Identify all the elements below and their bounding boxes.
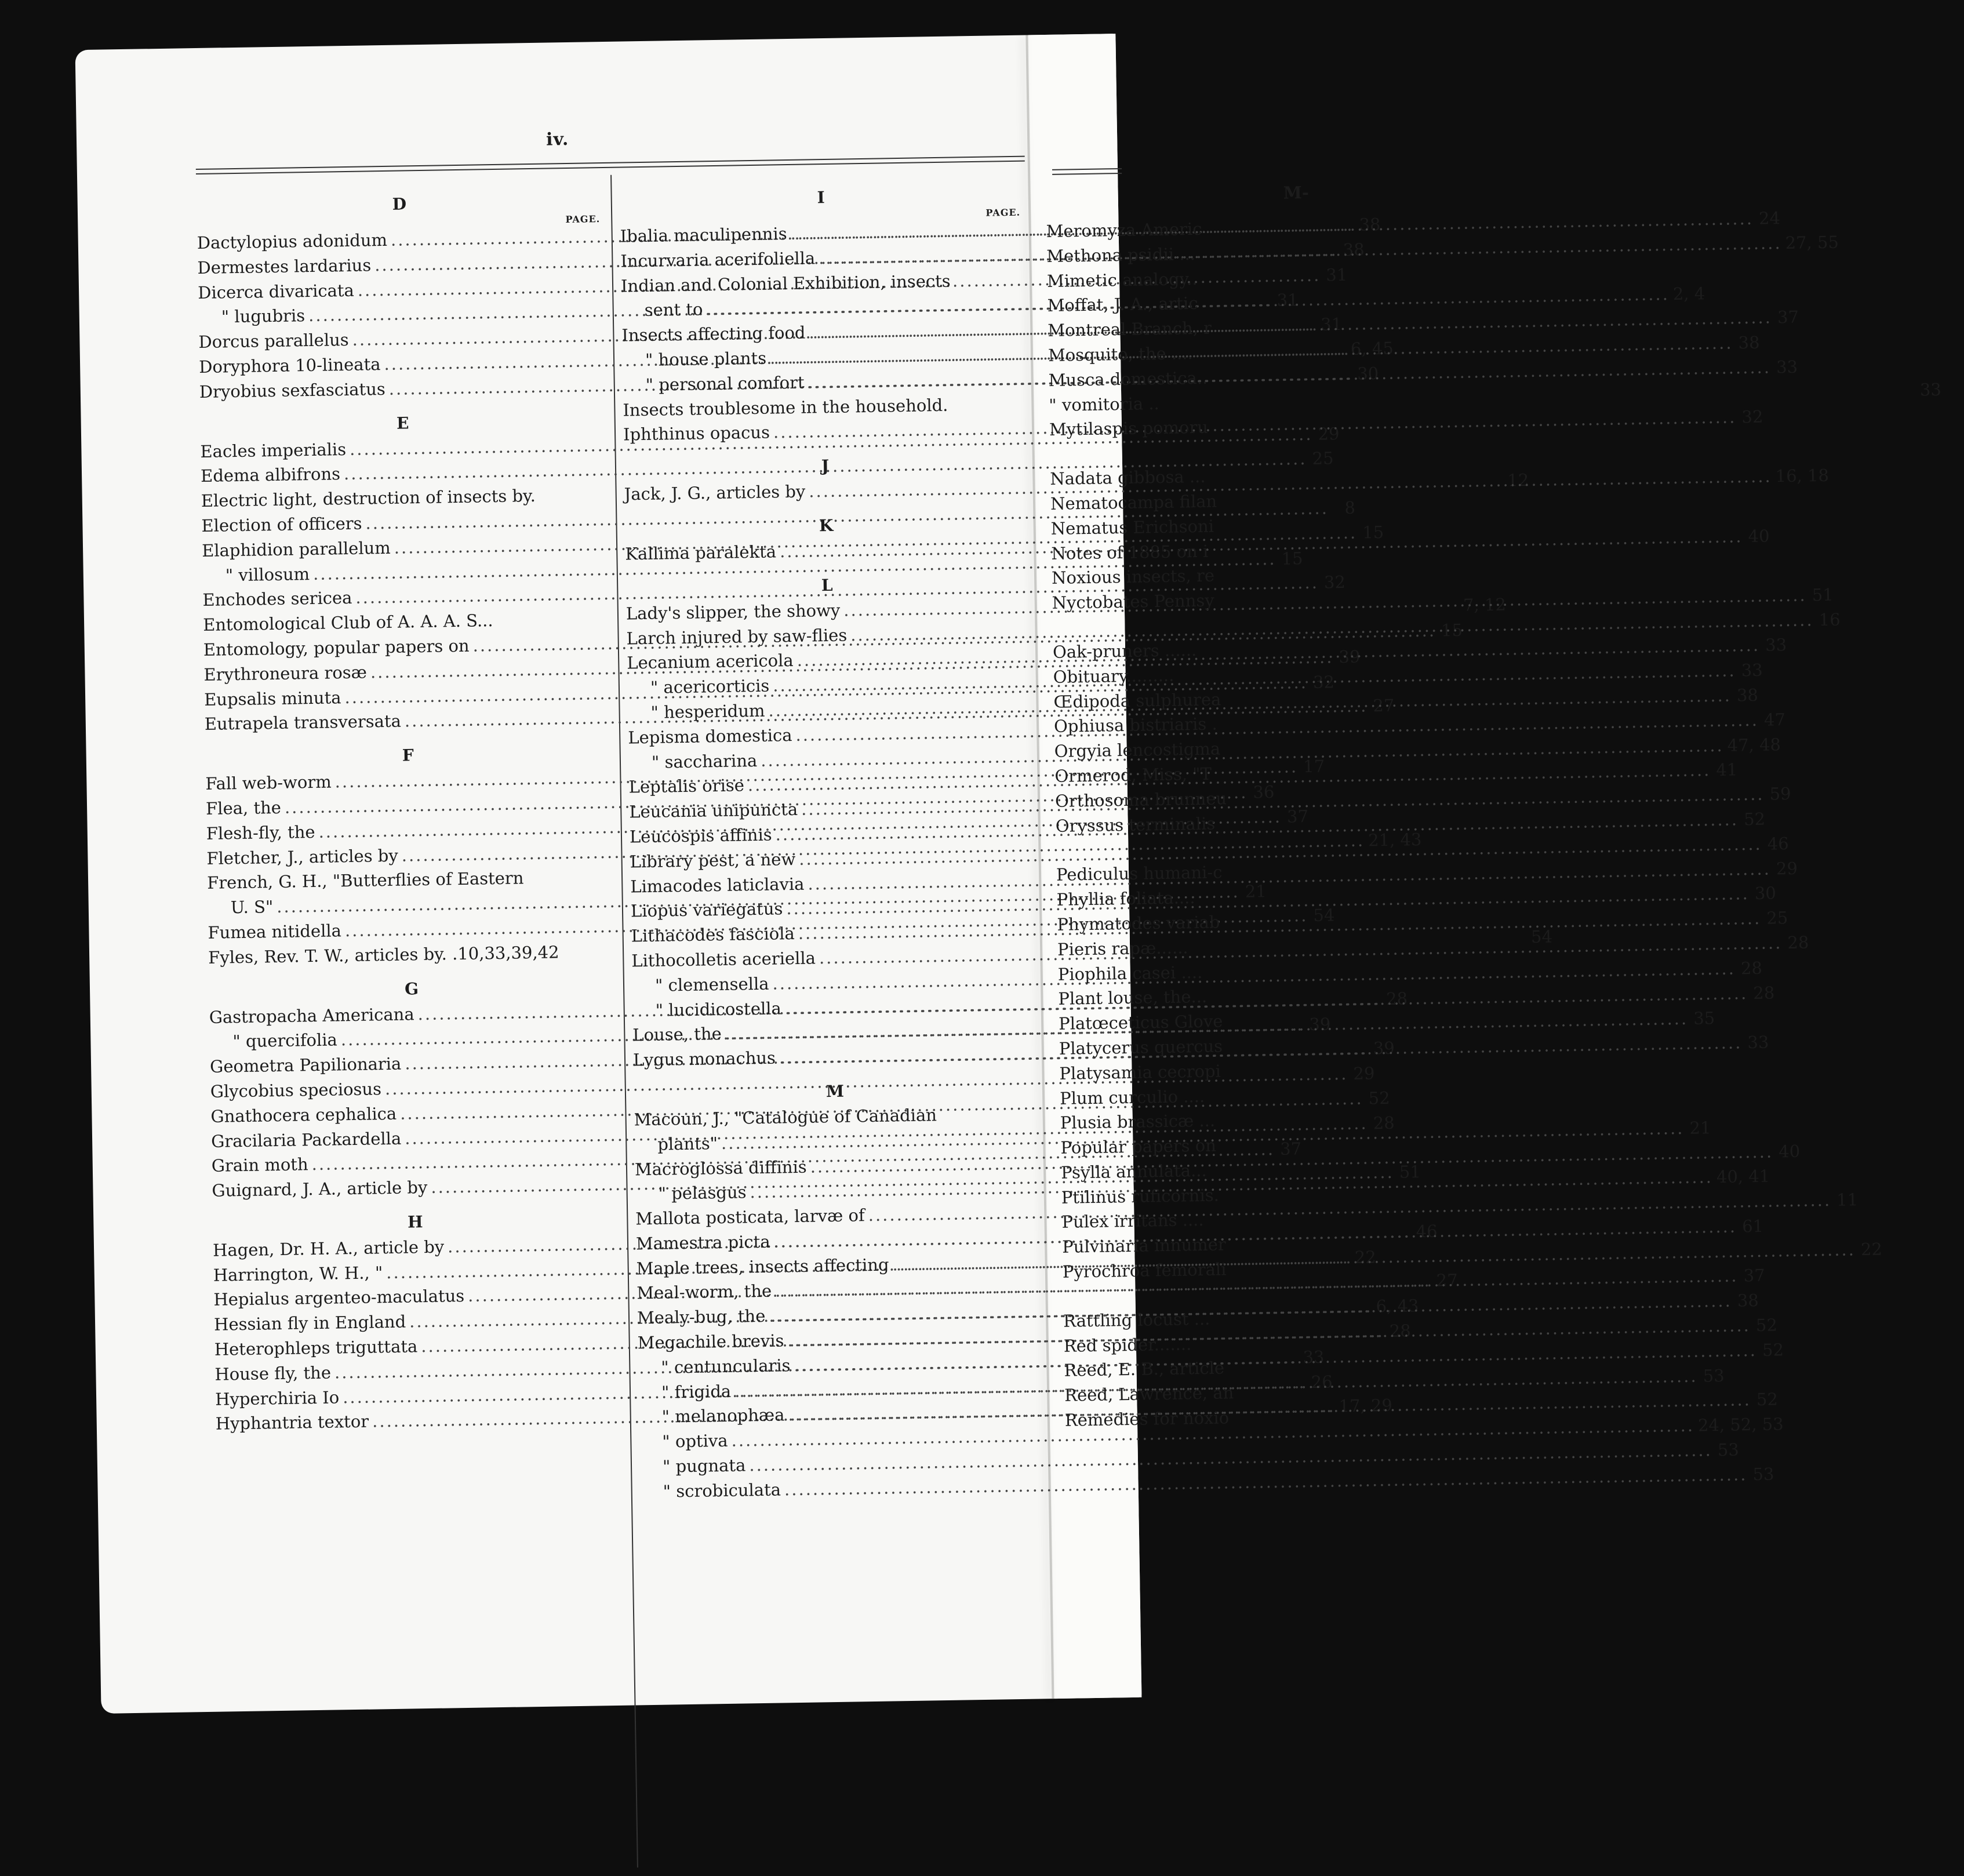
entry-page: 7, 12 (1463, 594, 1507, 615)
entry-page: 39 (1373, 1038, 1395, 1059)
entry-text: Iphthinus opacus (623, 422, 770, 445)
entry-page: 28 (1753, 982, 1775, 1003)
entry-page: 25 (1766, 908, 1788, 928)
entry-text: Lithocolletis aceriella (631, 948, 816, 971)
entry-page: 21 (1689, 1117, 1711, 1138)
entry-text: Maple trees, insects affecting (636, 1255, 889, 1279)
entry-text: " pugnata (662, 1455, 746, 1477)
entry-text: Fyles, Rev. T. W., articles by. .10,33,39,42 (208, 942, 559, 968)
entry-text: Guignard, J. A., article by (212, 1177, 428, 1201)
entry-text: " acericorticis (650, 675, 770, 697)
entry-text: Hessian fly in England (213, 1311, 406, 1335)
facing-index-entry: Montreal Branch, r (1048, 318, 1212, 341)
entry-text: Hyperchiria Io (214, 1387, 340, 1409)
group-gap (1056, 837, 1129, 863)
entry-page: 40 (1778, 1141, 1801, 1161)
facing-index-entry: Reed, E. B., article (1064, 1358, 1225, 1381)
entry-text: Leptalis orise (628, 775, 745, 797)
facing-index-entry: Piophila casei .... (1057, 962, 1203, 984)
entry-page: 26 (1311, 1372, 1333, 1392)
entry-text: " optiva (662, 1431, 728, 1452)
entry-text: Limacodes laticlavia (630, 874, 805, 896)
entry-text: " lugubris (221, 306, 305, 327)
entry-text: Harrington, W. H., " (213, 1262, 383, 1285)
entry-text: Gracilaria Packardella (210, 1128, 402, 1151)
entry-text: Incurvaria acerifoliella (620, 248, 816, 271)
entry-page: 24 (1758, 208, 1781, 228)
facing-index-entry: Popular papers on (1060, 1135, 1217, 1158)
entry-text: " saccharina (651, 750, 758, 772)
facing-index-entry: Notes of 1885 on i (1051, 541, 1209, 563)
entry-page: 21 (1245, 881, 1267, 901)
facing-index-entry: Musca domestica.. (1048, 368, 1208, 390)
entry-page: 46 (1416, 1221, 1438, 1242)
entry-page: 12 (1507, 470, 1529, 490)
section-letter: M- (1283, 182, 1310, 203)
entry-page: 52 (1762, 1340, 1784, 1360)
entry-page: 30 (1357, 363, 1379, 384)
facing-index-entry: Methona psidii ... (1046, 243, 1196, 266)
entry-text: Flea, the (205, 797, 282, 819)
entry-text: Erythroneura rosæ (203, 662, 368, 685)
entry-page: 40, 41 (1716, 1166, 1770, 1187)
entry-text: " melanophæa (661, 1405, 785, 1427)
entry-text: House fly, the (214, 1362, 332, 1384)
entry-page: 39 (1339, 646, 1361, 667)
entry-text: Fletcher, J., articles by (206, 845, 398, 868)
entry-text: Library pest, a new (630, 849, 796, 872)
entry-text: Eutrapela transversata (204, 711, 402, 735)
facing-index-entry: Nematocampa filan (1050, 491, 1217, 514)
entry-page: 29 (1318, 423, 1340, 444)
entry-text: " scrobiculata (663, 1479, 781, 1501)
entry-text: Fall web-worm (205, 772, 332, 794)
entry-page: 36 (1253, 781, 1275, 802)
entry-page: 54 (1313, 905, 1335, 925)
entry-text: Dermestes lardarius (197, 255, 372, 278)
entry-page: 38 (1738, 332, 1760, 353)
entry-page: 53 (1703, 1365, 1725, 1386)
group-gap (1052, 615, 1125, 640)
entry-text: Elaphidion parallelum (201, 537, 391, 561)
entry-page: 28 (1373, 1112, 1395, 1133)
entry-page: 33 (1919, 379, 1942, 399)
entry-page: 31 (1276, 290, 1299, 311)
entry-page: 30 (1754, 883, 1777, 904)
entry-page: 47 (1763, 709, 1786, 730)
entry-page: 46 (1767, 833, 1789, 854)
facing-index-entry: Plum curculio .... (1059, 1086, 1205, 1108)
entry-page: 29 (1776, 858, 1798, 878)
entry-page: 21, 43 (1367, 829, 1422, 850)
facing-index-entry: Orgyia lencostigma (1054, 739, 1221, 762)
entry-text-continued: sent to (644, 299, 703, 321)
entry-page: 52 (1743, 809, 1766, 830)
entry-page: 24, 52, 53 (1697, 1414, 1784, 1435)
entry-page: 35 (1693, 1008, 1715, 1028)
entry-text: Macoun, J., "Catalogue of Canadian (634, 1105, 937, 1130)
entry-page: 28 (1389, 1321, 1412, 1341)
entry-text: Gnathocera cephalica (210, 1103, 397, 1126)
entry-page: 37 (1286, 806, 1309, 827)
entry-page: 52 (1755, 1315, 1778, 1336)
facing-index-entry: Pulvinaria innumer (1061, 1234, 1227, 1257)
facing-index-entry: Ormerod, Miss, "T (1054, 764, 1212, 786)
entry-text: Mamestra picta (635, 1231, 770, 1254)
entry-text: Enchodes sericea (202, 588, 352, 610)
entry-text: " frigida (661, 1381, 732, 1402)
facing-index-entry: Oryssus terminalis (1055, 813, 1216, 836)
entry-page: 59 (1769, 784, 1791, 804)
entry-page: 32 (1323, 572, 1346, 592)
facing-index-entry: Phymatodes variab (1057, 912, 1220, 935)
entry-page: 33 (1741, 660, 1763, 681)
entry-page: 22 (1354, 1246, 1377, 1267)
entry-text: Macroglossa diffinis (634, 1157, 807, 1179)
facing-index-entry: Rattling locust ... (1063, 1308, 1210, 1331)
entry-page: 61 (1741, 1216, 1764, 1237)
facing-index-entry: Plant louse, the... (1058, 987, 1208, 1009)
entry-text: Megachile brevis (637, 1330, 784, 1353)
facing-index-entry: Pyrochroa femorali (1062, 1259, 1227, 1282)
entry-page: 31 (1326, 264, 1348, 285)
entry-text: Eupsalis minuta (203, 687, 341, 710)
entry-text: " villosum (225, 563, 310, 585)
entry-page: 38 (1737, 1290, 1759, 1311)
entry-text: Eacles imperialis (200, 439, 347, 461)
entry-text: Liopus variegatus (630, 899, 783, 921)
entry-page: 15 (1281, 548, 1303, 569)
section-letter: M (825, 1081, 845, 1101)
entry-text: Lygus monachus (632, 1048, 776, 1070)
facing-index-entry: Platysamia cecropi (1059, 1061, 1221, 1084)
entry-page: 37 (1279, 1139, 1302, 1159)
entry-page: 6, 45 (1350, 338, 1394, 359)
entry-page: 27, 55 (1785, 232, 1839, 253)
facing-index-entry: Ophiusa bistriaris . (1053, 714, 1217, 737)
entry-text: Heterophleps triguttata (214, 1336, 418, 1359)
entry-text: Hyphantria textor (215, 1412, 369, 1434)
entry-page: 16 (1818, 609, 1841, 630)
facing-index-entry: Obituary......... (1053, 665, 1174, 687)
entry-text: Lecanium acericola (627, 650, 794, 673)
entry-page: 8 (1344, 497, 1356, 518)
entry-page: 28 (1740, 958, 1763, 979)
facing-index-entry: Reed, Lawrence, an (1064, 1383, 1234, 1406)
entry-text: Electric light, destruction of insects by. (201, 486, 536, 511)
section-letter: G (404, 979, 419, 999)
entry-page: 28 (1787, 932, 1809, 952)
facing-index-entry: Mosquito, the .... (1048, 343, 1193, 365)
entry-text: Meal-worm, the (637, 1281, 772, 1303)
entry-page: 6, 43 (1376, 1296, 1419, 1317)
entry-text: French, G. H., "Butterflies of Eastern (206, 868, 524, 893)
entry-page: 51 (1399, 1162, 1421, 1182)
facing-index-entry: Orthosoma brunneu (1054, 788, 1227, 811)
entry-text: Fumea nitidella (208, 921, 342, 943)
entry-text: Lepisma domestica (628, 725, 792, 748)
facing-index-entry: Noxious insects, re (1051, 565, 1215, 588)
facing-index-entry: " vomitoria .. (1049, 393, 1160, 415)
entry-text: Lithacodes fasciola (631, 924, 795, 946)
entry-page: 28 (1385, 988, 1408, 1009)
entry-page: 41 (1716, 759, 1738, 780)
facing-index-entry: Plusia brassicæ ... (1060, 1110, 1216, 1133)
entry-page: 37 (1777, 307, 1799, 328)
header-double-rule (196, 156, 1025, 174)
entry-page: 54 (1530, 926, 1553, 947)
facing-index-entry: Pulex irritans .... (1061, 1210, 1204, 1233)
entry-text: " centuncularis (661, 1355, 791, 1377)
entry-text: " house plants (645, 348, 767, 370)
entry-text: Leucospis affinis (629, 824, 772, 847)
entry-page: 38 (1359, 214, 1381, 235)
entry-text: Insects troublesome in the household. (623, 395, 948, 420)
entry-page: 32 (1741, 406, 1763, 427)
entry-page: 17 (1303, 756, 1325, 777)
entry-page: 29 (1353, 1063, 1375, 1084)
entry-page: 52 (1756, 1389, 1778, 1410)
facing-index-entry: Nyctobates Pennsy (1052, 590, 1214, 613)
entry-page: 11 (1836, 1190, 1858, 1210)
section-letter: K (819, 515, 834, 536)
facing-index-entry: Mimetic analogy.. (1046, 268, 1198, 291)
page-column-header: PAGE. (985, 206, 1021, 219)
entry-page: 40 (1748, 526, 1770, 547)
entry-text: " quercifolia (232, 1030, 338, 1052)
entry-text: Flesh-fly, the (206, 821, 315, 844)
section-letter: I (817, 187, 825, 208)
entry-page: 53 (1752, 1464, 1774, 1484)
entry-page: 33 (1776, 357, 1798, 377)
page-number: iv. (545, 129, 569, 150)
entry-page: 51 (1812, 584, 1834, 605)
entry-page: 38 (1343, 239, 1365, 260)
section-letter: J (821, 456, 830, 476)
entry-text: Geometra Papilionaria (209, 1053, 402, 1077)
entry-text: Hepialus argenteo-maculatus (213, 1286, 465, 1310)
facing-index-entry: Red spider....... (1063, 1333, 1192, 1356)
entry-text: Lady's slipper, the showy (625, 600, 841, 624)
facing-index-entry: Oak-pruners ...... (1052, 639, 1197, 662)
entry-page: 15 (1362, 522, 1384, 543)
entry-text: Doryphora 10-lineata (198, 354, 381, 377)
facing-index-entry: Platycerus quercus (1059, 1036, 1223, 1059)
facing-index-entry: Pediculus humani-c (1056, 862, 1223, 885)
entry-text: Larch injured by saw-flies (626, 625, 848, 649)
section-letter: E (396, 413, 409, 433)
entry-text: " lucidicostella (655, 998, 782, 1020)
entry-page: 31 (1320, 314, 1343, 335)
section-letter: H (407, 1212, 423, 1232)
entry-text: Dicerca divaricata (197, 280, 355, 303)
entry-text: Election of officers (201, 513, 362, 536)
entry-page: 2, 4 (1672, 283, 1705, 304)
entry-page: 32 (1312, 671, 1335, 692)
entry-page: 27 (1373, 696, 1395, 716)
entry-text: Entomology, popular papers on (203, 635, 470, 660)
entry-text: Dorcus parallelus (198, 330, 349, 352)
entry-text: Dactylopius adonidum (197, 230, 388, 253)
entry-text: " clemensella (654, 973, 769, 995)
facing-index-entry: Phyllia foliata.... (1056, 888, 1195, 910)
entry-text: Mealy-bug, the (637, 1306, 766, 1328)
entry-text: Gastropacha Americana (209, 1004, 414, 1027)
entry-page: 39 (1309, 1014, 1331, 1035)
entry-page: 27 (1436, 1270, 1458, 1291)
entry-page: 17, 29 (1339, 1395, 1393, 1416)
entry-text-continued: plants" (657, 1133, 718, 1154)
entry-text: Insects affecting food (621, 322, 806, 346)
entry-text-continued: U. S" (230, 897, 274, 918)
entry-text: Dryobius sexfasciatus (199, 379, 385, 402)
entry-text: Jack, J. G., articles by (624, 481, 806, 504)
entry-page: 38 (1736, 685, 1759, 706)
facing-index-entry: Ptilinus ruficornis. (1061, 1185, 1220, 1208)
entry-text: Mallota posticata, larvæ of (635, 1205, 865, 1229)
entry-text: Kallima paralekta (625, 541, 777, 564)
entry-page: 33 (1303, 1347, 1325, 1368)
section-letter: D (392, 194, 407, 214)
entry-page: 47, 48 (1727, 734, 1781, 755)
facing-index-entry: Moffat, J. A., artic (1047, 293, 1198, 316)
entry-text: " personal comfort (645, 372, 805, 395)
entry-text: Entomological Club of A. A. A. S... (202, 610, 493, 635)
facing-index-entry: Nematus Erichsoni (1050, 516, 1214, 539)
group-gap (1049, 441, 1122, 467)
entry-page: 52 (1368, 1088, 1390, 1108)
entry-page: 33 (1765, 635, 1787, 655)
entry-page: 33 (1747, 1032, 1769, 1053)
facing-index-entry: Mytilaspis pomoru (1049, 417, 1209, 440)
entry-text: Ibalia maculipennis (620, 224, 787, 246)
entry-page: 25 (1312, 448, 1334, 469)
entry-text: Leucania unipuncta (629, 799, 798, 822)
facing-index-entry: Psylla annulata... (1060, 1160, 1207, 1183)
entry-page: 15 (1441, 620, 1463, 641)
entry-text: Edema albifrons (200, 464, 341, 486)
entry-text: Grain moth (211, 1154, 308, 1176)
entry-text: Louse, the (632, 1024, 722, 1045)
facing-header-rule (1052, 168, 1122, 175)
book-page (75, 34, 1942, 1714)
page-column-header: PAGE. (565, 213, 601, 226)
facing-index-entry: Remedies for noxio (1064, 1408, 1230, 1430)
group-gap (1063, 1284, 1136, 1309)
facing-index-entry: Nadata gibbosa ... (1050, 466, 1206, 489)
section-letter: L (821, 575, 833, 595)
facing-index-entry: Pieris rapæ...... (1057, 937, 1188, 959)
entry-page: 16, 18 (1775, 466, 1830, 486)
facing-index-entry: Platœceticus Glove (1058, 1011, 1223, 1034)
entry-page: 37 (1743, 1266, 1765, 1286)
section-letter: F (402, 746, 414, 765)
entry-page: 22 (1860, 1239, 1883, 1259)
entry-page: 53 (1717, 1439, 1740, 1460)
entry-text: Indian and Colonial Exhibition, insects (620, 271, 951, 296)
entry-text: " hesperidum (650, 700, 765, 722)
facing-index-entry: Œdipoda sulphurea (1053, 689, 1221, 712)
entry-text: Glycobius speciosus (210, 1079, 382, 1101)
entry-text: Hagen, Dr. H. A., article by (212, 1237, 445, 1260)
facing-index-entry: Meromyza Americ (1046, 219, 1202, 241)
entry-text: " pelasgus (658, 1182, 747, 1204)
